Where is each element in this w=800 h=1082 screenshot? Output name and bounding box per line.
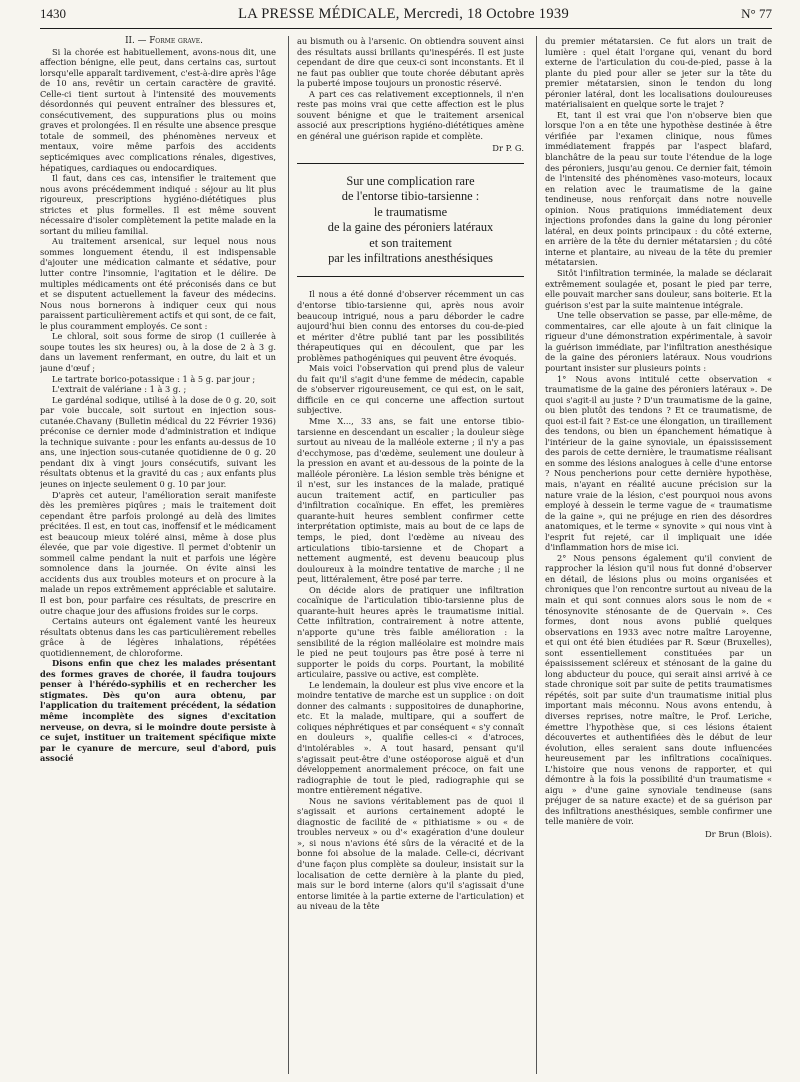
author-signature: Dr P. G. xyxy=(492,143,524,154)
paragraph: Mais voici l'observation qui prend plus de valeur du fait qu'il s'agit d'une femme de médecin, capable de s'observer rigoureusement, ce qui est, on le sait, difficile en ce qui concerne une affection surtout subjective. xyxy=(297,363,524,416)
paragraph: 2° Nous pensons également qu'il convient de rapprocher la lésion qu'il nous fut donné d'observer en détail, de lésions plus ou moins organisées et chroniques que l'on rencontre surtout au niveau de la main et qui sont connues alors sous le nom de « ténosynovite sténosante de de Quervain ». Ces formes, dont nous avons publié quelques observations en 1933 avec notre maître Laroyenne, et qui ont été bien étudiées par R. Sœur (Bruxelles), sont essentiellement constituées par un épaississement scléreux et sténosant de la gaine du long abducteur du pouce, qui serait ainsi arrivé à ce stade chronique soit par suite de petits traumatismes répétés, soit par suite d'un traumatisme initial plus important mais méconnu. Nous avons entendu, à diverses reprises, notre maître, le Prof. Leriche, émettre l'hypothèse que, si ces lésions étaient découvertes et authentifiées dès le début de leur évolution, elles seraient sans doute influencées heureusement par les infiltrations cocaïniques. L'histoire que nous venons de rapporter, et qui démontre à la fois la possibilité d'un traumatisme « aigu » d'une gaine synoviale tendineuse (sans préjuger de sa nature exacte) et de sa guérison par des infiltrations anesthésiques, semble confirmer une telle manière de voir. xyxy=(545,552,772,827)
paragraph: Le tartrate borico-potassique : 1 à 5 g. par jour ; xyxy=(52,373,256,384)
article-title-line: et son traitement xyxy=(369,235,452,250)
author-signature: Dr Brun (Blois). xyxy=(704,829,772,840)
paragraph: Le gardénal sodique, utilisé à la dose de 0 g. 20, soit par voie buccale, soit surtout en injection sous-cutanée.Chavany (Bulletin médical du 22 Février 1936) préconise ce dernier mode d'administration et indique la technique suivante : pour les enfants au-dessus de 10 ans, une injection sous-cutanée quotidienne de 0 g. 20 pendant dix à vingt jours consécutifs, suivant les résultats obtenus et la gravité du cas ; aux enfants plus jeunes on injecte seulement 0 g. 10 par jour. xyxy=(40,394,276,489)
paragraph: Le chloral, soit sous forme de sirop (1 cuillerée à soupe toutes les six heures) ou, à la dose de 2 à 3 g. dans un lavement renfermant, en outre, du lait et un jaune d'œuf ; xyxy=(40,331,276,373)
paragraph: Nous ne savions véritablement pas de quoi il s'agissait et aurions certainement adopté le diagnostic de facilité de « pithiatisme » ou « de troubles nerveux » ou d'« exagération d'une douleur », si nous n'avions été sûrs de la véracité et de la bonne foi absolue de la malade. Celle-ci, décrivant d'une façon plus complète sa douleur, insistait sur la localisation de cette dernière à la plante du pied, mais sur le bord interne (alors qu'il s'agissait d'une entorse limitée à la partie externe de l'articulation) et au niveau de la tête xyxy=(297,795,524,912)
paragraph: au bismuth ou à l'arsenic. On obtiendra souvent ainsi des résultats aussi brillants qu'inespérés. Il est juste cependant de dire que ceux-ci sont inconstants. Et il ne faut pas oublier que toute chorée débutant après la puberté impose toujours un pronostic réservé. xyxy=(297,36,524,89)
paragraph: Certains auteurs ont également vanté les heureux résultats obtenus dans les cas particulièrement rebelles grâce à de légères inhalations, répétées quotidiennement, de chloroforme. xyxy=(40,616,276,658)
column-3 xyxy=(536,36,772,1074)
issue-number: N° 77 xyxy=(741,6,772,21)
paragraph: du premier métatarsien. Ce fut alors un trait de lumière : quel était l'organe qui, venant du bord externe de l'articulation du cou-de-pied, passe à la plante du pied pour aller se jeter sur la tête du premier métatarsien, sinon le tendon du long péronier latéral, dont les localisations douloureuses matérialisaient en quelque sorte le trajet ? xyxy=(545,36,772,110)
paragraph: Une telle observation se passe, par elle-même, de commentaires, car elle ajoute à un fait clinique la rigueur d'une démonstration expérimentale, à savoir la guérison immédiate, par l'infiltration anesthésique de la gaine des péroniers latéraux. Nous voudrions pourtant insister sur plusieurs points : xyxy=(545,310,772,373)
article-title-block xyxy=(297,163,524,277)
paragraph: Le lendemain, la douleur est plus vive encore et la moindre tentative de marche est un supplice : on doit donner des calmants : suppositoires de dunaphorine, etc. Et la malade, multipare, qui a souffert de coliques néphrétiques et par conséquent « s'y connaît en douleurs », qualifie celles-ci « d'atroces, d'intolérables ». A tout hasard, pensant qu'il s'agissait peut-être d'une ostéoporose aiguë et d'un développement anormalement précoce, on fait une radiographie de tout le pied, radiographie qui se montre entièrement négative. xyxy=(297,679,524,796)
paragraph: A part ces cas relativement exceptionnels, il n'en reste pas moins vrai que cette affection est le plus souvent bénigne et que le traitement arsenical associé aux prescriptions hygiéno-diététiques amène en général une guérison rapide et complète. xyxy=(297,88,524,141)
paragraph: D'après cet auteur, l'amélioration serait manifeste dès les premières piqûres ; mais le traitement doit cependant être parfois prolongé au delà des limites précitées. Il est, en tout cas, inoffensif et le médicament est beaucoup mieux toléré ainsi, même à dose plus élevée, que par voie digestive. Il permet d'obtenir un sommeil calme pendant la nuit et parfois une légère somnolence dans la journée. On évite ainsi les accidents dus aux troubles moteurs et on procure à la malade un repos extrêmement appréciable et salutaire. Il est bon, pour parfaire ces résultats, de prescrire en outre chaque jour des affusions froides sur le corps. xyxy=(40,489,276,616)
paragraph: Mme X..., 33 ans, se fait une entorse tibio-tarsienne en descendant un escalier ; la douleur siège surtout au niveau de la malléole externe ; il n'y a pas d'ecchymose, pas d'œdème, seulement une douleur à la pression en avant et au-dessous de la pointe de la malléole péronière. La lésion semble très bénigne et il n'est, sur les instances de la malade, pratiqué aucun traitement actif, en particulier pas d'infiltration cocaïnique. En effet, les premières quarante-huit heures semblent confirmer cette interprétation optimiste, mais au bout de ce laps de temps, le pied, dont l'œdème au niveau des articulations tibio-tarsienne et de Chopart a nettement augmenté, est devenu beaucoup plus douloureux à la moindre tentative de marche ; il ne peut, littéralement, être posé par terre. xyxy=(297,416,524,585)
article-title-line: par les infiltrations anesthésiques xyxy=(328,251,493,266)
article-title xyxy=(299,174,522,266)
paragraph: Et, tant il est vrai que l'on n'observe bien que lorsque l'on a en tête une hypothèse destinée à être vérifiée par l'examen clinique, nous fûmes immédiatement frappés par l'aspect blafard, blanchâtre de la peau sur toute l'étendue de la loge des péroniers, jusqu'au genou. Ce dernier fait, témoin de l'intensité des phénomènes vaso-moteurs, locaux en relation avec le traumatisme de la gaine tendineuse, nous renforçait dans notre nouvelle opinion. Nous pratiquions immédiatement deux injections profondes dans la gaine du long péronier latéral, en deux points principaux : du côté externe, en arrière de la tête du dernier métatarsien ; du côté interne et plantaire, au niveau de la tête du premier métatarsien. xyxy=(545,109,772,268)
paragraph: Il nous a été donné d'observer récemment un cas d'entorse tibio-tarsienne qui, après nous avoir beaucoup intrigué, nous a paru déborder le cadre aujourd'hui bien connu des entorses du cou-de-pied et mériter d'être publié tant par les possibilités thérapeutiques qui en découlent, que par les problèmes pathogéniques qui peuvent être évoqués. xyxy=(297,289,524,363)
article-title-line: Sur une complication rare xyxy=(346,174,475,189)
section-heading: II. — Forme grave. xyxy=(125,36,203,46)
paragraph: Disons enfin que chez les malades présentant des formes graves de chorée, il faudra toujours penser à l'hérédo-syphilis et en rechercher les stigmates. Dès qu'on aura obtenu, par l'application du traitement précédent, la sédation même incomplète des signes d'excitation nerveuse, on devra, si le moindre doute persiste à ce sujet, instituer un traitement spécifique mixte par le cyanure de mercure, seul d'abord, puis associé xyxy=(40,658,276,764)
paragraph: Il faut, dans ces cas, intensifier le traitement que nous avons précédemment indiqué : séjour au lit plus rigoureux, prescriptions hygiéno-diététiques plus strictes et plus formelles. Il est même souvent nécessaire d'isoler complètement la petite malade en la sortant du milieu familial. xyxy=(40,173,276,236)
article-title-line: le traumatisme xyxy=(373,204,448,219)
paragraph: 1° Nous avons intitulé cette observation « traumatisme de la gaine des péroniers latéraux ». De quoi s'agit-il au juste ? D'un traumatisme de la gaine, ou bien plutôt des tendons ? Et ce traumatisme, de quoi est-il fait ? Est-ce une élongation, un tiraillement des tendons, ou bien un épanchement hématique à l'intérieur de la gaine synoviale, un épaississement des parois de cette dernière, le traumatisme réalisant en somme des lésions analogues à celle d'une entorse ? Nous pencherions pour cette dernière hypothèse, mais, n'ayant en réalité aucune précision sur la nature vraie de la lésion, c'est pourquoi nous avons employé à dessein le terme vague de « traumatisme de la gaine », qui ne préjuge en rien des désordres anatomiques, et le terme « synovite » qui nous vint à l'esprit fut rejeté, car il impliquait une idée d'inflammation hors de mise ici. xyxy=(545,373,772,553)
paragraph: Au traitement arsenical, sur lequel nous nous sommes longuement étendu, il est indispensable d'ajouter une médication calmante et sédative, pour lutter contre l'insomnie, l'agitation et le délire. De multiples médicaments ont été préconisés dans ce but et se disputent actuellement la faveur des médecins. Nous nous bornerons à indiquer ceux qui nous paraissent particulièrement actifs et qui sont, de ce fait, le plus couramment employés. Ce sont : xyxy=(40,236,276,331)
page-number: 1430 xyxy=(40,6,66,21)
column-1 xyxy=(40,36,276,1074)
paragraph: On décide alors de pratiquer une infiltration cocaïnique de l'articulation tibio-tarsienne plus de quarante-huit heures après le traumatisme initial. Cette infiltration, contrairement à notre attente, n'apporte qu'une très faible amélioration : la sensibilité de la région malléolaire est moindre mais le pied ne peut toujours pas être posé à terre ni supporter le poids du corps. Pourtant, la mobilité articulaire, passive ou active, est complète. xyxy=(297,584,524,680)
article-columns xyxy=(40,36,772,1074)
journal-title: LA PRESSE MÉDICALE, Mercredi, 18 Octobre 1939 xyxy=(238,5,569,22)
page-header xyxy=(40,0,772,29)
column-2 xyxy=(288,36,524,1074)
article-title-line: de l'entorse tibio-tarsienne : xyxy=(341,189,480,204)
paragraph: Sitôt l'infiltration terminée, la malade se déclarait extrêmement soulagée et, posant le pied par terre, elle pouvait marcher sans douleur, sans boiterie. Et la guérison s'est par la suite maintenue intégrale. xyxy=(545,268,772,310)
paragraph: Si la chorée est habituellement, avons-nous dit, une affection bénigne, elle peut, dans certains cas, surtout lorsqu'elle apparaît tardivement, c'est-à-dire après l'âge de 10 ans, revêtir un certain caractère de gravité. Celle-ci tient surtout à l'intensité des mouvements désordonnés qui peuvent entraîner des blessures et, consécutivement, des suppurations plus ou moins graves et prolongées. Il en résulte une absence presque totale de sommeil, des phénomènes nerveux et mentaux, voire même parfois des accidents septicémiques avec complications rénales, digestives, hépatiques, cardiaques ou endocardiques. xyxy=(40,46,276,173)
paragraph: L'extrait de valériane : 1 à 3 g. ; xyxy=(52,384,187,395)
article-title-line: de la gaine des péroniers latéraux xyxy=(327,220,494,235)
